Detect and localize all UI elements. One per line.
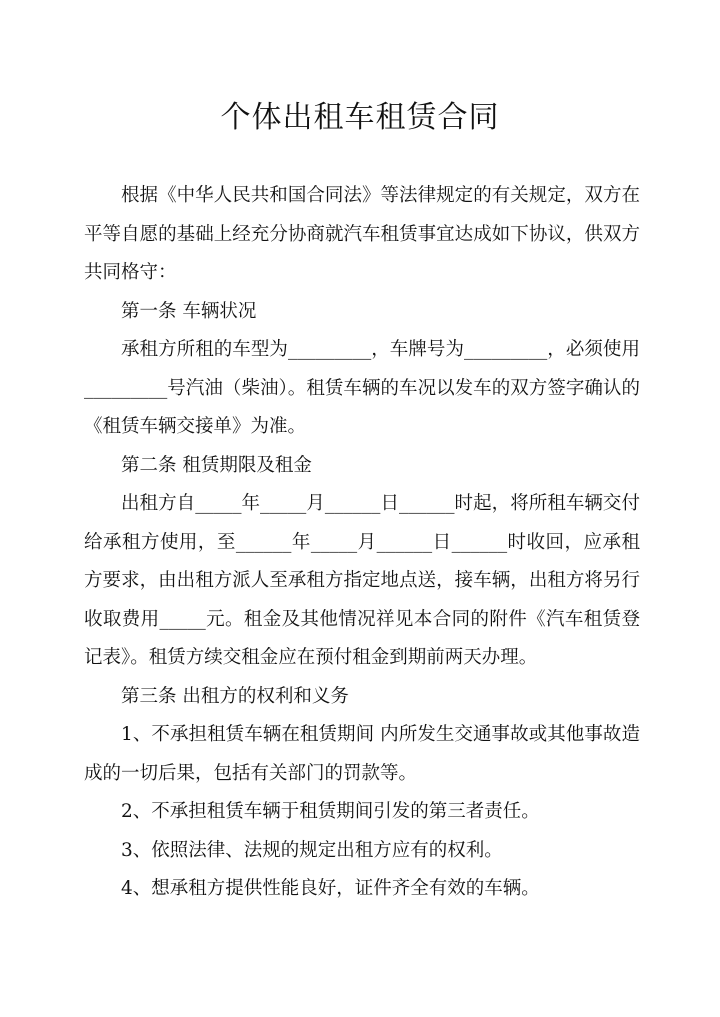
document-title: 个体出租车租赁合同 <box>220 100 500 135</box>
article-3-item-2: 2、不承担租赁车辆于租赁期间引发的第三者责任。 <box>121 801 540 822</box>
article-2-text: 出租方自_____年_____月______日______时起，将所租车辆交付给承租方使用，至______年_____月______日______时收回，应承租方要求，由出租方派人至承租方指定地点送，接车辆，出租方将另行收取费用_____元。租金及其他情况祥见本合同的附件《汽车租赁登记表》。租赁方续交租金应在预付租金到期前两天办理。 <box>84 493 640 668</box>
paragraph-preamble: 根据《中华人民共和国合同法》等法律规定的有关规定，双方在平等自愿的基础上经充分协商就汽车租赁事宜达成如下协议，供双方共同格守： <box>84 185 640 283</box>
article-2-heading: 第二条 租赁期限及租金 <box>121 454 312 476</box>
document-body <box>84 177 640 909</box>
article-3-heading: 第三条 出租方的权利和义务 <box>121 685 349 707</box>
article-1-text: 承租方所租的车型为_________，车牌号为_________，必须使用_________号汽油（柴油）。租赁车辆的车况以发车的双方签字确认的《租赁车辆交接单》为准。 <box>84 339 640 437</box>
article-1-heading: 第一条 车辆状况 <box>121 300 257 322</box>
article-3-item-1: 1、不承担租赁车辆在租赁期间 内所发生交通事故或其他事故造成的一切后果，包括有关部门的罚款等。 <box>84 724 640 784</box>
article-3-item-4: 4、想承租方提供性能良好，证件齐全有效的车辆。 <box>121 878 540 899</box>
article-3-item-3: 3、依照法律、法规的规定出租方应有的权利。 <box>121 839 503 861</box>
